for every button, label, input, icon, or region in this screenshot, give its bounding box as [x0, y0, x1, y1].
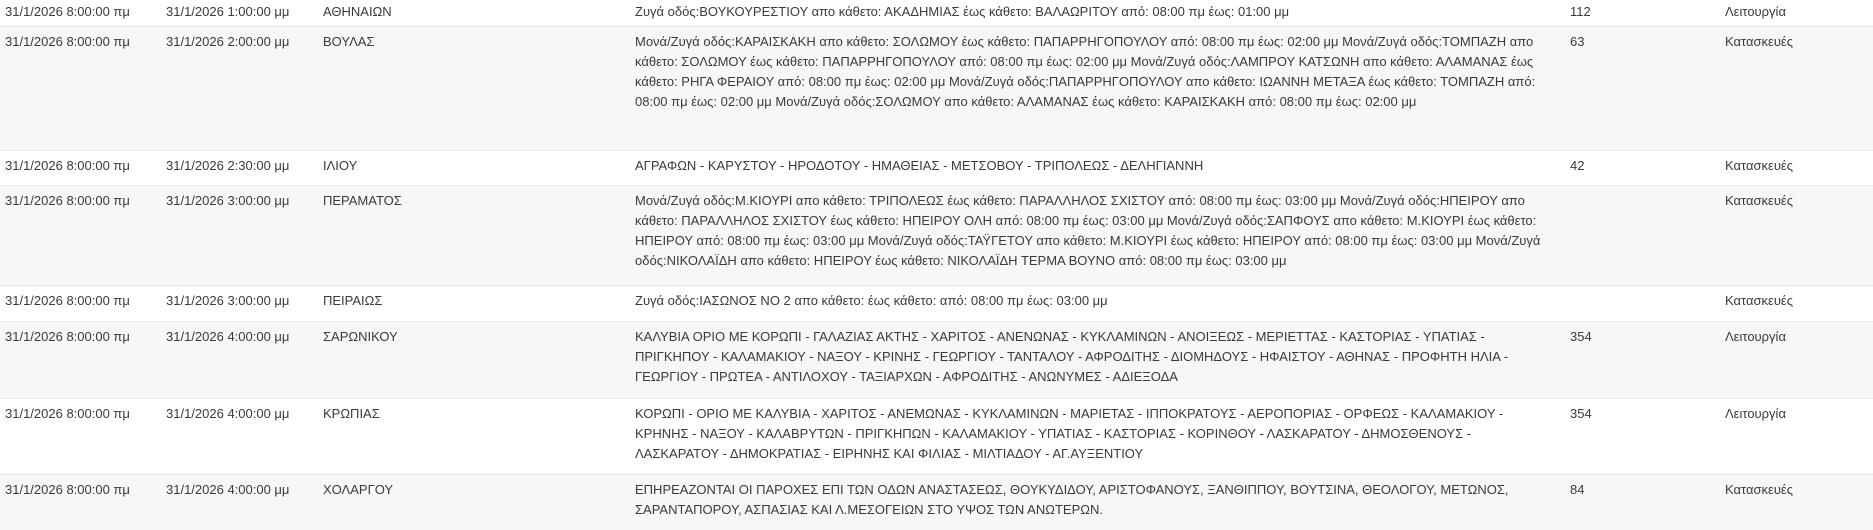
cell-area: ΙΛΙΟΥ [323, 158, 358, 173]
cell-start-time: 31/1/2026 8:00:00 πμ [5, 4, 130, 19]
cell-number [1565, 186, 1720, 285]
cell-start-time: 31/1/2026 8:00:00 πμ [5, 482, 130, 497]
table-row [0, 0, 1873, 27]
cell-type: Λειτουργία [1725, 329, 1786, 344]
cell-end-time: 31/1/2026 4:00:00 μμ [166, 482, 290, 497]
cell-area: ΧΟΛΑΡΓΟΥ [323, 482, 394, 497]
cell-description: Μονά/Ζυγά οδός:ΚΑΡΑΙΣΚΑΚΗ απο κάθετο: ΣΟΛΩΜΟΥ έως κάθετο: ΠΑΠΑΡΡΗΓΟΠΟΥΛΟΥ από: 08:00 πμ έως: 02:00 μμ Μονά/Ζυγά οδός:ΤΟΜΠΑΖΗ απο κάθετο: ΣΟΛΩΜΟΥ έως κάθετο: ΠΑΠΑΡΡΗΓΟΠΟΥΛΟΥ από: 08:00 πμ έως: 02:00 μμ Μονά/Ζυγά οδός:ΛΑΜΠΡΟΥ ΚΑΤΣΩΝΗ απο κάθετο: ΑΛΑΜΑΝΑΣ έως κάθετο: ΡΗΓΑ ΦΕΡΑΙΟΥ από: 08:00 πμ έως: 02:00 μμ Μονά/Ζυγά οδός:ΠΑΠΑΡΡΗΓΟΠΟΥΛΟΥ απο κάθετο: ΙΩΑΝΝΗ ΜΕΤΑΞΑ έως κάθετο: ΤΟΜΠΑΖΗ από: 08:00 πμ έως: 02:00 μμ Μονά/Ζυγά οδός:ΣΟΛΩΜΟΥ απο κάθετο: ΑΛΑΜΑΝΑΣ έως κάθετο: ΚΑΡΑΙΣΚΑΚΗ από: 08:00 πμ έως: 02:00 μμ [635, 34, 1536, 109]
cell-start-time: 31/1/2026 8:00:00 πμ [5, 406, 130, 421]
cell-description: ΚΑΛΥΒΙΑ ΟΡΙΟ ΜΕ ΚΟΡΩΠΙ - ΓΑΛΑΖΙΑΣ ΑΚΤΗΣ - ΧΑΡΙΤΟΣ - ΑΝΕΝΩΝΑΣ - ΚΥΚΛΑΜΙΝΩΝ - ΑΝΟΙΞΕΩΣ - ΜΕΡΙΕΤΤΑΣ - ΚΑΣΤΟΡΙΑΣ - ΥΠΑΤΙΑΣ - ΠΡΙΓΚΗΠΟΥ - ΚΑΛΑΜΑΚΙΟΥ - ΝΑΞΟΥ - ΚΡΙΝΗΣ - ΓΕΩΡΓΙΟΥ - ΤΑΝΤΑΛΟΥ - ΑΦΡΟΔΙΤΗΣ - ΔΙΟΜΗΔΟΥΣ - ΗΦΑΙΣΤΟΥ - ΑΘΗΝΑΣ - ΠΡΟΦΗΤΗ ΗΛΙΑ - ΓΕΩΡΓΙΟΥ - ΠΡΩΤΕΑ - ΑΝΤΙΛΟΧΟΥ - ΤΑΞΙΑΡΧΩΝ - ΑΦΡΟΔΙΤΗΣ - ΑΝΩΝΥΜΕΣ - ΑΔΙΕΞΟΔΑ [635, 329, 1509, 384]
cell-end-time: 31/1/2026 4:00:00 μμ [166, 329, 290, 344]
cell-number: 112 [1570, 4, 1591, 19]
cell-end-time: 31/1/2026 1:00:00 μμ [166, 4, 290, 19]
cell-number: 42 [1570, 158, 1585, 173]
cell-end-time: 31/1/2026 2:00:00 μμ [166, 34, 290, 49]
cell-description: ΕΠΗΡΕΑΖΟΝΤΑΙ ΟΙ ΠΑΡΟΧΕΣ ΕΠΙ ΤΩΝ ΟΔΩΝ ΑΝΑΣΤΑΣΕΩΣ, ΘΟΥΚΥΔΙΔΟΥ, ΑΡΙΣΤΟΦΑΝΟΥΣ, ΞΑΝΘΙΠΠΟΥ, ΒΟΥΤΣΙΝΑ, ΘΕΟΛΟΓΟΥ, ΜΕΤΩΝΟΣ, ΣΑΡΑΝΤΑΠΟΡΟΥ, ΑΣΠΑΣΙΑΣ ΚΑΙ Λ.ΜΕΣΟΓΕΙΩΝ ΣΤΟ ΥΨΟΣ ΤΩΝ ΑΝΩΤΕΡΩΝ. [635, 482, 1509, 517]
cell-start-time: 31/1/2026 8:00:00 πμ [5, 293, 130, 308]
cell-type: Λειτουργία [1725, 4, 1786, 19]
cell-type: Κατασκευές [1725, 34, 1793, 49]
cell-type: Κατασκευές [1725, 482, 1793, 497]
cell-area: ΠΕΙΡΑΙΩΣ [323, 293, 383, 308]
cell-description: Ζυγά οδός:ΙΑΣΩΝΟΣ ΝΟ 2 απο κάθετο: έως κάθετο: από: 08:00 πμ έως: 03:00 μμ [635, 293, 1108, 308]
cell-type: Λειτουργία [1725, 406, 1786, 421]
cell-start-time: 31/1/2026 8:00:00 πμ [5, 193, 130, 208]
cell-area: ΠΕΡΑΜΑΤΟΣ [323, 193, 402, 208]
cell-number [1565, 286, 1720, 321]
cell-number: 63 [1570, 34, 1585, 49]
table-row [0, 186, 1873, 286]
cell-description: ΚΟΡΩΠΙ - ΟΡΙΟ ΜΕ ΚΑΛΥΒΙΑ - ΧΑΡΙΤΟΣ - ΑΝΕΜΩΝΑΣ - ΚΥΚΛΑΜΙΝΩΝ - ΜΑΡΙΕΤΑΣ - ΙΠΠΟΚΡΑΤΟΥΣ - ΑΕΡΟΠΟΡΙΑΣ - ΟΡΦΕΩΣ - ΚΑΛΑΜΑΚΙΟΥ - ΚΡΗΝΗΣ - ΝΑΞΟΥ - ΚΑΛΑΒΡΥΤΩΝ - ΠΡΙΓΚΗΠΩΝ - ΚΑΛΑΜΑΚΙΟΥ - ΥΠΑΤΙΑΣ - ΚΑΣΤΟΡΙΑΣ - ΚΟΡΙΝΘΟΥ - ΛΑΣΚΑΡΑΤΟΥ - ΔΗΜΟΣΘΕΝΟΥΣ - ΛΑΣΚΑΡΑΤΟΥ - ΔΗΜΟΚΡΑΤΙΑΣ - ΕΙΡΗΝΗΣ ΚΑΙ ΦΙΛΙΑΣ - ΜΙΛΤΙΑΔΟΥ - ΑΓ.ΑΥΞΕΝΤΙΟΥ [635, 406, 1504, 461]
cell-end-time: 31/1/2026 2:30:00 μμ [166, 158, 290, 173]
cell-start-time: 31/1/2026 8:00:00 πμ [5, 158, 130, 173]
cell-type: Κατασκευές [1725, 293, 1793, 308]
cell-number: 84 [1570, 482, 1585, 497]
cell-description: ΑΓΡΑΦΩΝ - ΚΑΡΥΣΤΟΥ - ΗΡΟΔΟΤΟΥ - ΗΜΑΘΕΙΑΣ - ΜΕΤΣΟΒΟΥ - ΤΡΙΠΟΛΕΩΣ - ΔΕΛΗΓΙΑΝΝΗ [635, 158, 1204, 173]
cell-number: 354 [1570, 406, 1592, 421]
cell-type: Κατασκευές [1725, 158, 1793, 173]
cell-area: ΑΘΗΝΑΙΩΝ [323, 4, 392, 19]
cell-description: Μονά/Ζυγά οδός:Μ.ΚΙΟΥΡΙ απο κάθετο: ΤΡΙΠΟΛΕΩΣ έως κάθετο: ΠΑΡΑΛΛΗΛΟΣ ΣΧΙΣΤΟΥ από: 08:00 πμ έως: 03:00 μμ Μονά/Ζυγά οδός:ΗΠΕΙΡΟΥ απο κάθετο: ΠΑΡΑΛΛΗΛΟΣ ΣΧΙΣΤΟΥ έως κάθετο: ΗΠΕΙΡΟΥ ΟΛΗ από: 08:00 πμ έως: 03:00 μμ Μονά/Ζυγά οδός:ΣΑΠΦΟΥΣ απο κάθετο: Μ.ΚΙΟΥΡΙ έως κάθετο: ΗΠΕΙΡΟΥ από: 08:00 πμ έως: 03:00 μμ Μονά/Ζυγά οδός:ΤΑΫΓΕΤΟΥ απο κάθετο: Μ.ΚΙΟΥΡΙ έως κάθετο: ΗΠΕΙΡΟΥ από: 08:00 πμ έως: 03:00 μμ Μονά/Ζυγά οδός:ΝΙΚΟΛΑΪΔΗ απο κάθετο: ΗΠΕΙΡΟΥ έως κάθετο: ΝΙΚΟΛΑΪΔΗ ΤΕΡΜΑ ΒΟΥΝΟ από: 08:00 πμ έως: 03:00 μμ [635, 193, 1541, 268]
cell-end-time: 31/1/2026 3:00:00 μμ [166, 193, 290, 208]
table-row [0, 286, 1873, 322]
table-row [0, 322, 1873, 399]
cell-end-time: 31/1/2026 3:00:00 μμ [166, 293, 290, 308]
cell-area: ΒΟΥΛΑΣ [323, 34, 375, 49]
table-row [0, 27, 1873, 151]
table-row [0, 151, 1873, 186]
cell-start-time: 31/1/2026 8:00:00 πμ [5, 329, 130, 344]
table-row [0, 399, 1873, 475]
cell-start-time: 31/1/2026 8:00:00 πμ [5, 34, 130, 49]
table-row [0, 475, 1873, 530]
cell-type: Κατασκευές [1725, 193, 1793, 208]
cell-description: Ζυγά οδός:ΒΟΥΚΟΥΡΕΣΤΙΟΥ απο κάθετο: ΑΚΑΔΗΜΙΑΣ έως κάθετο: ΒΑΛΑΩΡΙΤΟΥ από: 08:00 πμ έως: 01:00 μμ [635, 4, 1290, 19]
cell-number: 354 [1570, 329, 1592, 344]
cell-area: ΚΡΩΠΙΑΣ [323, 406, 380, 421]
cell-area: ΣΑΡΩΝΙΚΟΥ [323, 329, 398, 344]
cell-end-time: 31/1/2026 4:00:00 μμ [166, 406, 290, 421]
